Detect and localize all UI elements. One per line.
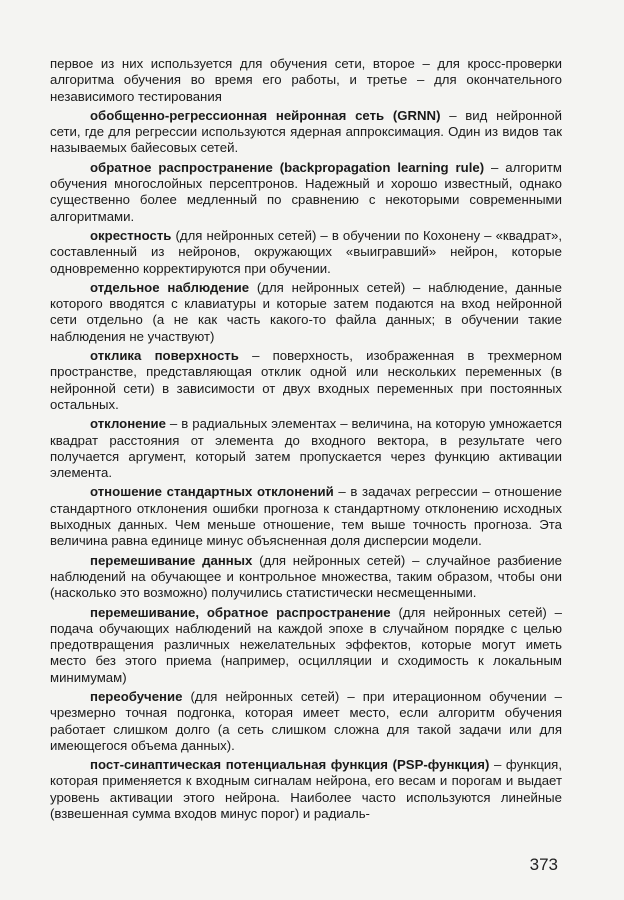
entry-definition: – в задачах регрессии – отношение стандартного отклонения ошибки прогноза к стандартному отклонению исходных выходных данных. Чем меньше отношение, тем выше точность прогноза. Эта величина равна единице минус объясненная доля дисперсии модели.	[50, 484, 563, 549]
entry-definition: (для нейронных сетей) – подача обучающих наблюдений на каждой эпохе в случайном порядке с целью предотвращения различных нежелательных эффектов, которые могут иметь место без этого приема (например, осцилляции и сходимость к локальным минимумам)	[50, 604, 562, 685]
glossary-entry	[50, 757, 562, 822]
entry-term: отклонение	[90, 416, 166, 432]
entry-term: пост-синаптическая потенциальная функция (PSP-функция)	[90, 757, 490, 773]
entry-term: окрестность	[90, 227, 172, 243]
entry-definition: – вид нейронной сети, где для регрессии используются ядерная аппроксимация. Один из видов так называемых байесовых сетей.	[50, 107, 562, 156]
intro-paragraph: первое из них используется для обучения сети, второе – для кросс-проверки алгоритма обучения во время его работы, и третье – для окончательного независимого тестирования	[50, 56, 562, 104]
glossary-entry	[50, 553, 562, 602]
glossary-entry	[50, 108, 562, 157]
glossary-entry	[50, 348, 562, 413]
entry-definition: (для нейронных сетей) – в обучении по Кохонену – «квадрат», составленный из нейронов, окружающих «выигравший» нейрон, которые одновременно корректируются при обучении.	[50, 227, 562, 276]
entry-definition: (для нейронных сетей) – случайное разбиение наблюдений на обучающее и контрольное множества, таким образом, чтобы они (насколько это возможно) получились статистически несмещенными.	[50, 552, 562, 601]
glossary-entry	[50, 689, 562, 754]
entry-definition: – поверхность, изображенная в трехмерном пространстве, представляющая отклик одной или нескольких переменных (в нейронной сети) в зависимости от двух входных переменных при постоянных остальных.	[50, 348, 562, 412]
entry-definition: – функция, которая применяется к входным сигналам нейрона, его весам и порогам и выдает уровень активации этого нейрона. Наиболее часто используются линейные (взвешенная сумма входов минус порог) и радиаль-	[50, 757, 562, 822]
glossary-entry	[50, 484, 562, 549]
entry-term: отношение стандартных отклонений	[90, 484, 334, 500]
entry-definition: – алгоритм обучения многослойных персептронов. Надежный и хорошо известный, однако существенно более медленный по сравнению с некоторыми современными алгоритмами.	[50, 159, 562, 224]
entry-term: обобщенно-регрессионная нейронная сеть (GRNN)	[90, 107, 441, 123]
glossary-entry	[50, 605, 562, 686]
entry-term: перемешивание данных	[90, 552, 253, 568]
glossary-entry	[50, 228, 562, 277]
entry-definition: – в радиальных элементах – величина, на которую умножается квадрат расстояния от элемента до входного вектора, в результате чего получается аргумент, который затем пропускается через функцию активации элемента.	[50, 416, 562, 481]
entry-term: обратное распространение (backpropagation learning rule)	[90, 159, 485, 175]
glossary-entry	[50, 416, 562, 481]
entry-definition: (для нейронных сетей) – наблюдение, данные которого вводятся с клавиатуры и которые затем подаются на вход нейронной сети отдельно (а не как часть какого-то файла данных; в обучении такие наблюдения не участвуют)	[50, 279, 562, 344]
entry-term: перемешивание, обратное распространение	[90, 604, 391, 620]
glossary-entry	[50, 280, 562, 345]
entry-term: переобучение	[90, 688, 183, 704]
entry-definition: (для нейронных сетей) – при итерационном обучении – чрезмерно точная подгонка, которая имеет место, если алгоритм обучения работает слишком долго (а сеть слишком сложна для такой задачи или для имеющегося объема данных).	[50, 688, 562, 753]
glossary-entry	[50, 160, 562, 225]
entry-term: отклика поверхность	[90, 348, 239, 364]
page-number: 373	[529, 855, 558, 874]
entry-term: отдельное наблюдение	[90, 279, 250, 295]
